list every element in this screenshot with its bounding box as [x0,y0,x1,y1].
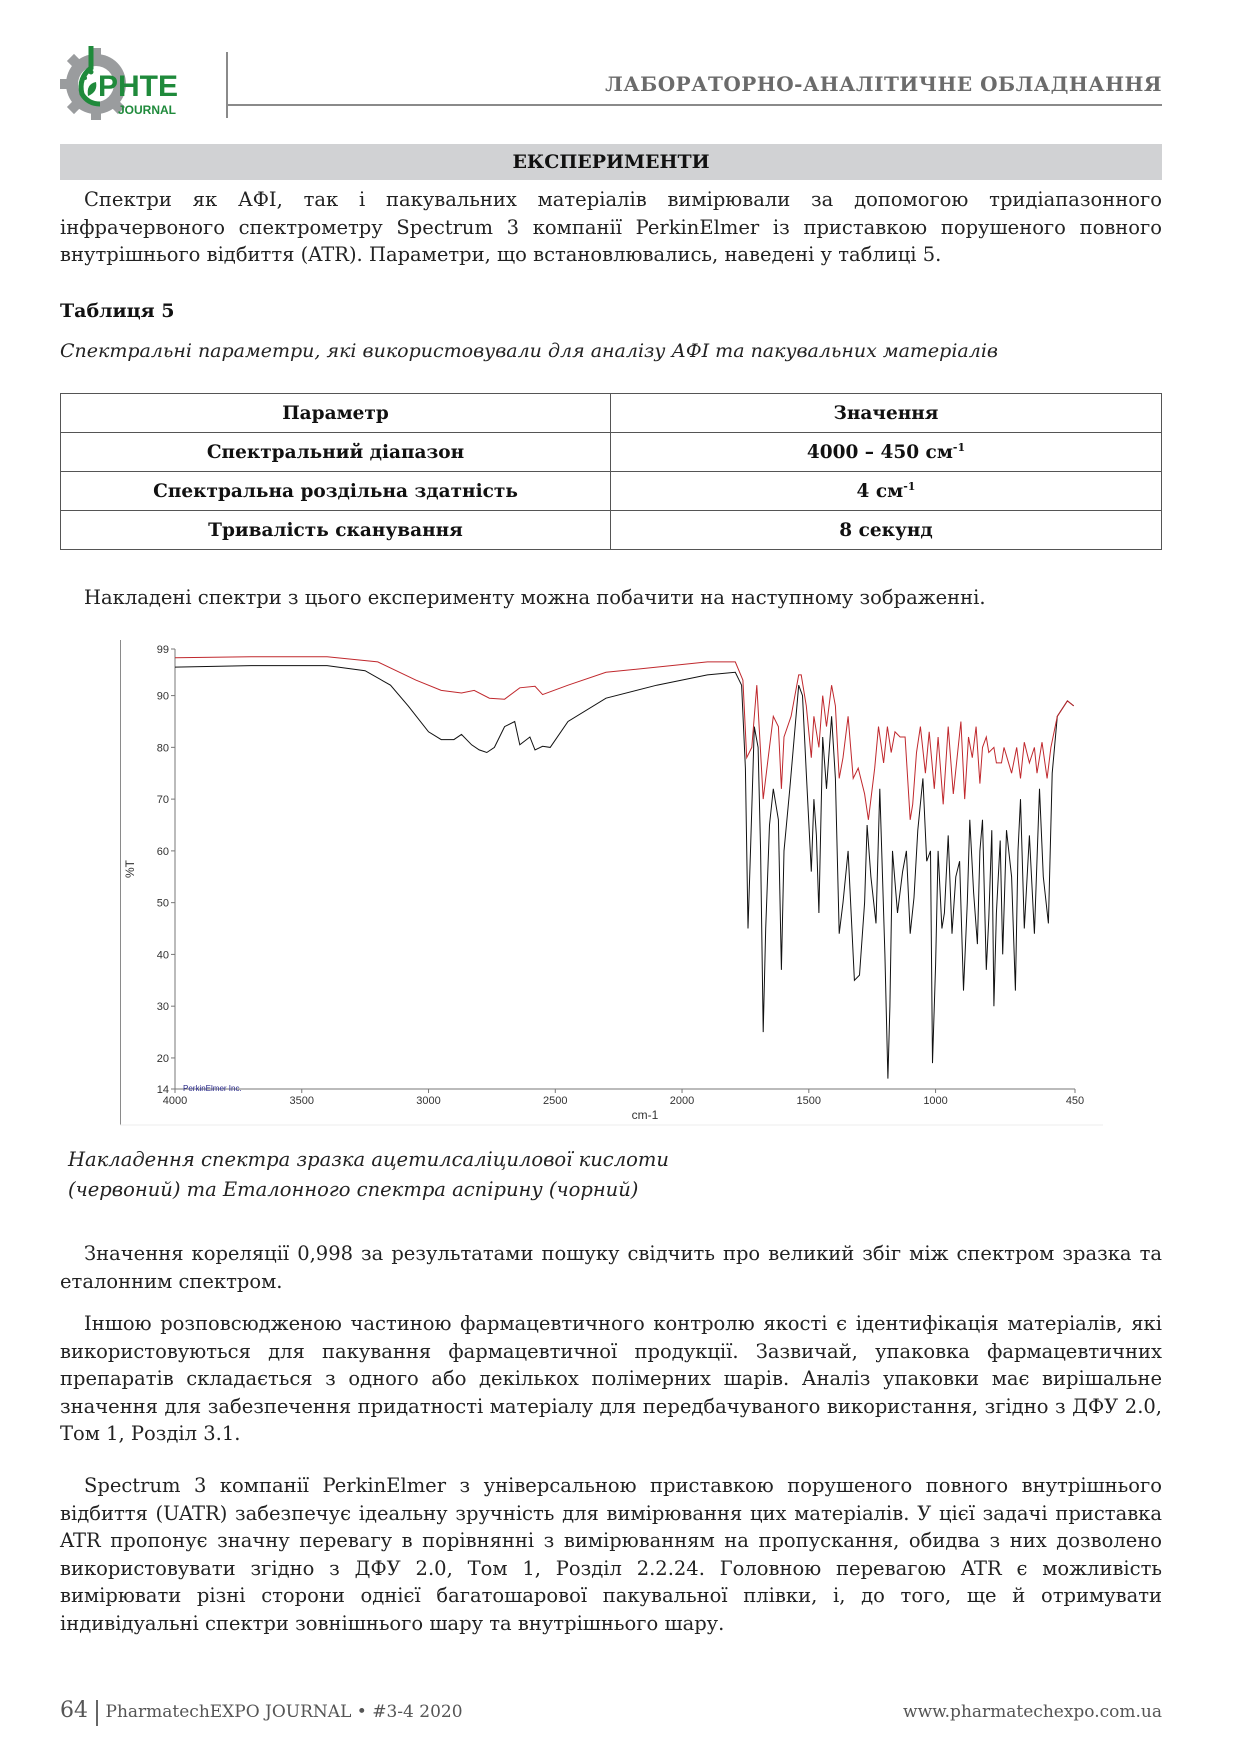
issue-number: #3-4 2020 [372,1702,463,1722]
table-label: Таблиця 5 [60,300,175,322]
page-footer [60,1698,1162,1728]
gear-flask-logo-icon [58,38,188,124]
journal-logo [58,38,188,124]
svg-text:30: 30 [156,1001,169,1014]
table-row [61,511,1162,550]
svg-text:PHTE: PHTE [98,70,179,103]
bullet-separator: • [356,1702,367,1722]
spectrum-line [175,657,1074,820]
header-rule [228,104,1162,106]
band-title: ЕКСПЕРИМЕНТИ [512,151,710,173]
svg-text:60: 60 [156,845,169,858]
svg-text:cm-1: cm-1 [631,1108,659,1122]
paragraph-overlay-note [60,584,1162,612]
svg-text:70: 70 [156,794,169,807]
table-cell-param: Спектральний діапазон [61,433,611,472]
table-header-param: Параметр [61,394,611,433]
paragraph-packaging-text: Іншою розповсюдженою частиною фармацевтичного контролю якості є ідентифікація матеріалів, які використовуються для пакування фармацевтичної продукції. Зазвичай, упаковка фармацевтичних препаратів складається з одного або декількох полімерних шарів. Аналіз упаковки має вирішальне значення для забезпечення придатності матеріалу для передбачуваного використання, згідно з ДФУ 2.0, Том 1, Розділ 3.1. [60,1312,1162,1446]
svg-text:90: 90 [156,690,169,703]
table-row [61,433,1162,472]
table-row [61,472,1162,511]
svg-text:14: 14 [156,1084,169,1096]
figure-caption-line1: Накладення спектра зразка ацетилсаліцилової кислоти [68,1148,669,1171]
page-number: 64 [60,1698,88,1723]
section-title: ЛАБОРАТОРНО-АНАЛІТИЧНЕ ОБЛАДНАННЯ [605,72,1162,96]
paragraph-intro-text: Спектри як АФІ, так і пакувальних матеріалів вимірювали за допомогою тридіапазонного інфрачервоного спектрометру Spectrum 3 компанії PerkinElmer із приставкою порушеного повного внутрішнього відбиття (ATR). Параметри, що встановлювались, наведені у таблиці 5. [60,188,1162,267]
svg-text:%T: %T [123,860,137,878]
svg-text:50: 50 [156,897,169,910]
table-caption: Спектральні параметри, які використовували для аналізу АФІ та пакувальних матеріалів [60,340,998,362]
paragraph-correlation [60,1240,1162,1295]
footer-divider [96,1700,98,1726]
svg-text:JOURNAL: JOURNAL [118,103,177,117]
svg-text:1500: 1500 [796,1095,822,1107]
perkinelmer-watermark: PerkinElmer Inc. [183,1084,242,1093]
svg-text:40: 40 [156,949,169,962]
paragraph-correlation-text: Значення кореляції 0,998 за результатами пошуку свідчить про великий збіг між спектром зразка та еталонним спектром. [60,1242,1162,1293]
table-cell-value: 4 $см^{-1}$ [611,472,1162,511]
svg-text:2500: 2500 [543,1095,568,1107]
website-link[interactable]: www.pharmatechexpo.com.ua [903,1702,1162,1722]
table-header-row [61,394,1162,433]
svg-text:80: 80 [156,742,169,755]
table-header-value: Значення [611,394,1162,433]
table-cell-param: Спектральна роздільна здатність [61,472,611,511]
figure-caption [68,1145,669,1205]
svg-text:450: 450 [1065,1095,1085,1107]
paragraph-uatr [60,1472,1162,1638]
parameters-table [60,393,1162,550]
paragraph-intro [60,186,1162,269]
ir-spectrum-chart [120,640,1103,1130]
table-cell-value: 4000 – 450 $см^{-1}$ [611,433,1162,472]
table-cell-param: Тривалість сканування [61,511,611,550]
svg-text:2000: 2000 [669,1095,695,1107]
paragraph-overlay-note-text: Накладені спектри з цього експерименту можна побачити на наступному зображенні. [84,586,986,609]
svg-text:4000: 4000 [162,1095,188,1107]
paragraph-uatr-text: Spectrum 3 компанії PerkinElmer з універсальною приставкою порушеного повного внутрішнього відбиття (UATR) забезпечує ідеальну зручність для вимірювання цих матеріалів. У цієї задачі приставка ATR пропонує значну перевагу в порівнянні з вимірюванням на пропускання, обидва з них дозволено використовувати згідно з ДФУ 2.0, Том 1, Розділ 2.2.24. Головною перевагою ATR є можливість вимірювати різні сторони однієї багатошарової пакувальної плівки, і, до того, ще й отримувати індивідуальні спектри зовнішнього шару та внутрішнього шару. [60,1474,1162,1635]
svg-text:3000: 3000 [416,1095,441,1107]
chart-series [175,657,1074,1079]
section-band [60,144,1162,180]
paragraph-packaging [60,1310,1162,1448]
figure-caption-line2: (червоний) та Еталонного спектра аспірину (чорний) [68,1178,639,1201]
journal-name: PharmatechEXPO JOURNAL [105,1702,352,1722]
ir-spectrum-figure [120,640,1103,1130]
table-cell-value: 8 секунд [611,511,1162,550]
svg-text:3500: 3500 [289,1095,315,1107]
svg-text:99: 99 [156,644,169,656]
svg-text:20: 20 [156,1052,169,1065]
svg-text:1000: 1000 [923,1095,948,1107]
spectrum-line [175,666,1074,1079]
